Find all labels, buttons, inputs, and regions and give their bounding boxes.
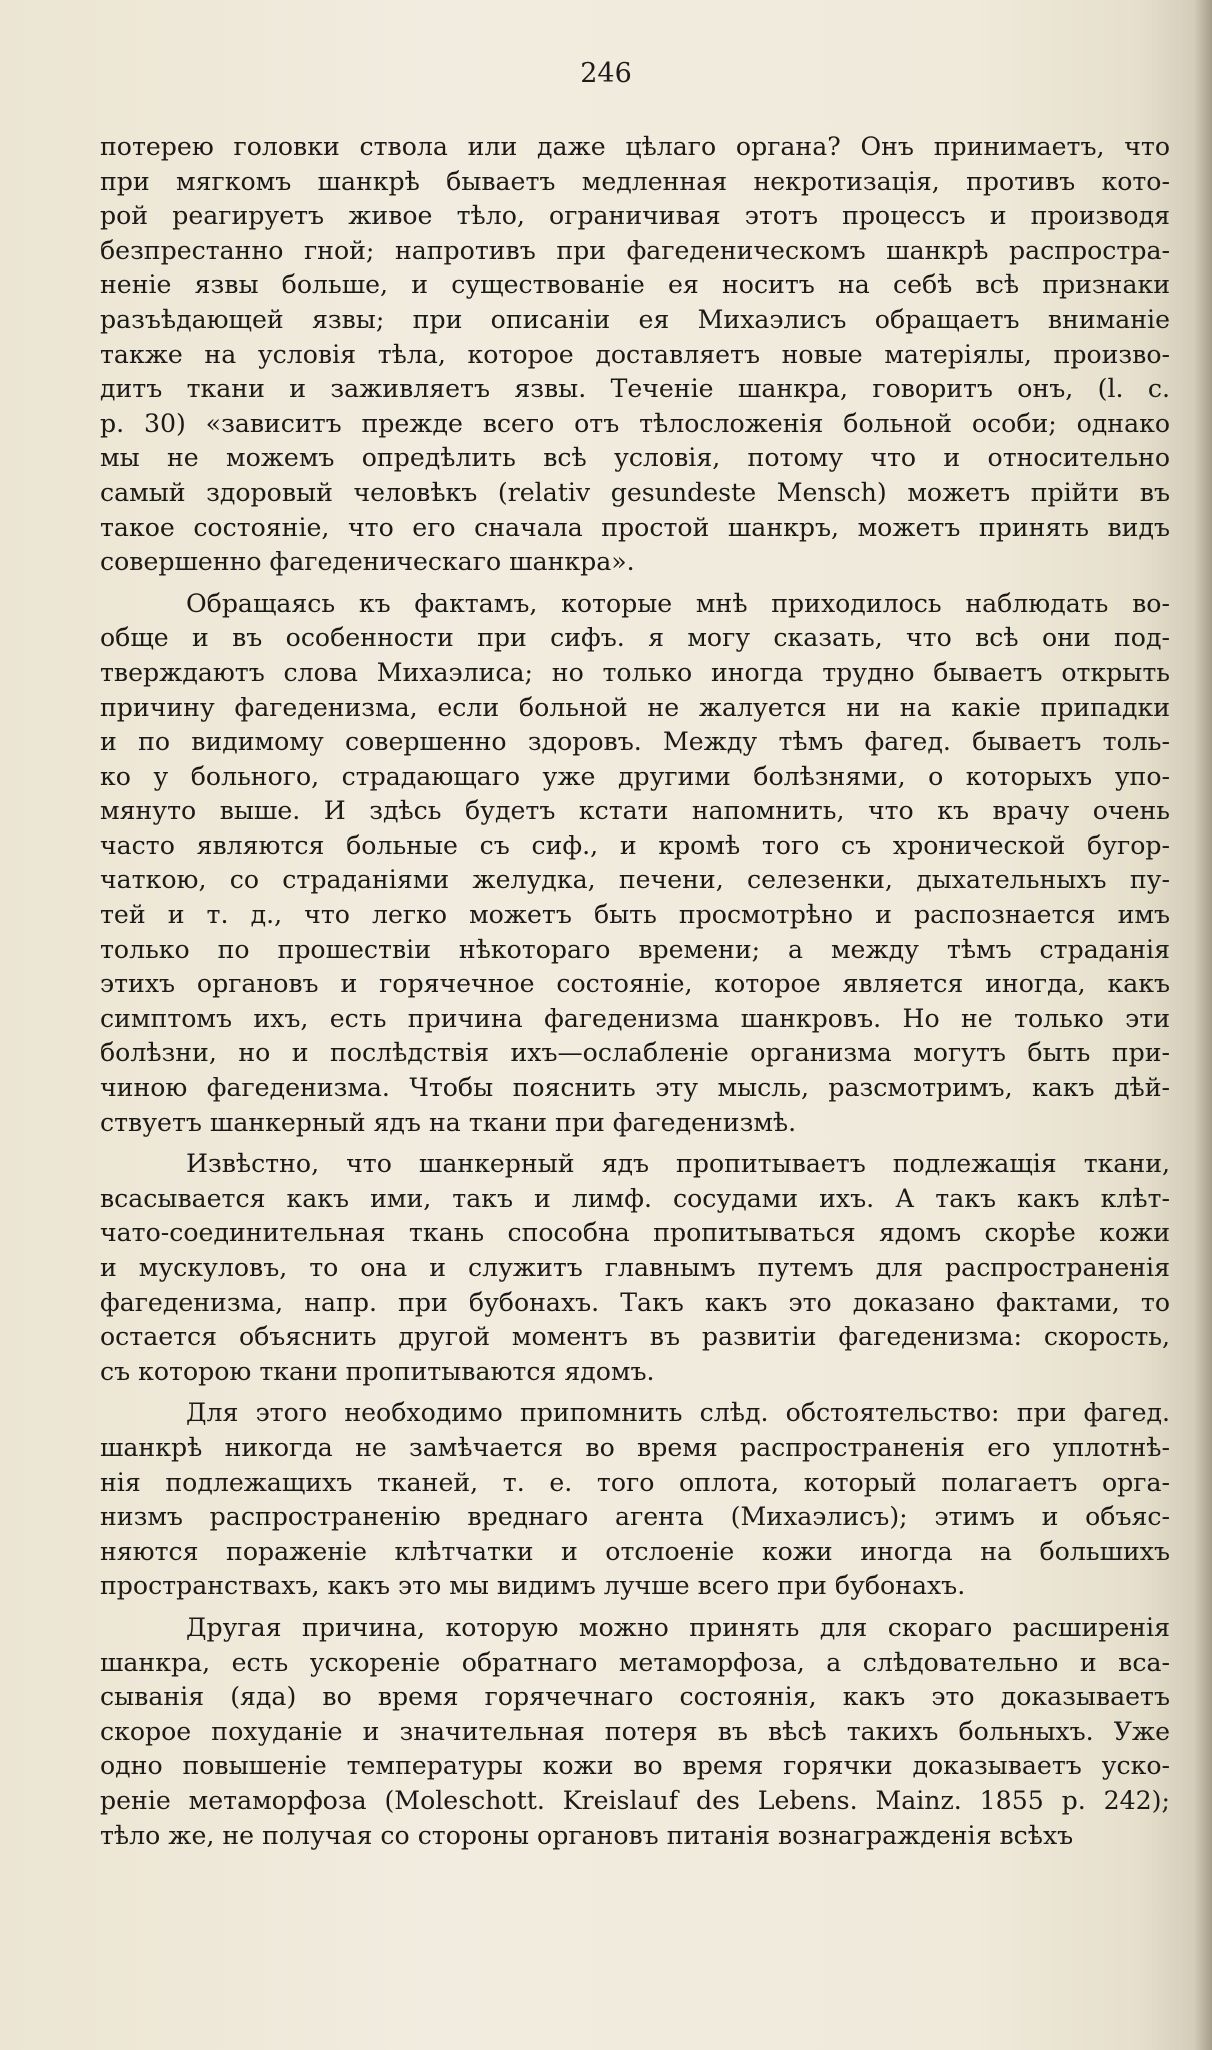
text-line: реніе метаморфоза (Moleschott. Kreislauf des Lebens. Mainz. 1855 p. 242); <box>100 1785 1170 1815</box>
text-line: и по видимому совершенно здоровъ. Между тѣмъ фагед. бываетъ толь- <box>100 727 1170 757</box>
body-text <box>100 130 1170 1853</box>
paragraph-gap <box>100 1389 1170 1396</box>
text-line: ко у больного, страдающаго уже другими болѣзнями, о которыхъ упо- <box>100 761 1170 791</box>
text-line: всасывается какъ ими, такъ и лимф. сосудами ихъ. А такъ какъ клѣт- <box>100 1183 1170 1213</box>
text-line: чаткою, со страданіями желудка, печени, селезенки, дыхательныхъ пу- <box>100 865 1170 895</box>
text-line: потерею головки ствола или даже цѣлаго органа? Онъ принимаетъ, что <box>100 132 1170 161</box>
text-line: только по прошествіи нѣкотораго времени; а между тѣмъ страданія <box>100 934 1170 964</box>
text-line: симптомъ ихъ, есть причина фагеденизма шанкровъ. Но не только эти <box>100 1003 1170 1033</box>
text-line: p. 30) «зависитъ прежде всего отъ тѣлосложенія больной особи; однако <box>100 408 1170 438</box>
text-line: низмъ распространенію вреднаго агента (Михаэлисъ); этимъ и объяс- <box>100 1502 1170 1532</box>
text-line: и мускуловъ, то она и служитъ главнымъ путемъ для распространенія <box>100 1253 1170 1282</box>
text-line: обще и въ особенности при сифъ. я могу сказать, что всѣ они под- <box>100 623 1170 653</box>
text-line: рой реагируетъ живое тѣло, ограничивая этотъ процессъ и производя <box>100 201 1170 231</box>
text-line: Обращаясь къ фактамъ, которые мнѣ приходилось наблюдать во- <box>186 588 1170 618</box>
text-line: ствуетъ шанкерный ядъ на ткани при фагеденизмѣ. <box>100 1107 797 1137</box>
text-line: шанкрѣ никогда не замѣчается во время распространенія его уплотнѣ- <box>100 1432 1170 1462</box>
text-line: съ которою ткани пропитываются ядомъ. <box>100 1356 655 1386</box>
text-line: нія подлежащихъ тканей, т. е. того оплота, который полагаетъ орга- <box>100 1467 1170 1497</box>
text-line: при мягкомъ шанкрѣ бываетъ медленная некротизація, противъ кото- <box>100 166 1170 196</box>
text-line: такое состояніе, что его сначала простой шанкръ, можетъ принять видъ <box>100 512 1170 542</box>
text-line: чиною фагеденизма. Чтобы пояснить эту мысль, разсмотримъ, какъ дѣй- <box>100 1073 1170 1103</box>
paragraph <box>100 587 1170 1141</box>
text-line: тѣло же, не получая со стороны органовъ питанія вознагражденія всѣхъ <box>100 1820 1074 1850</box>
text-line: Для этого необходимо припомнить слѣд. обстоятельство: при фагед. <box>186 1398 1170 1428</box>
paragraph-gap <box>100 1140 1170 1147</box>
text-line: совершенно фагеденическаго шанкра». <box>100 547 635 577</box>
text-line: безпрестанно гной; напротивъ при фагеденическомъ шанкрѣ распростра- <box>100 235 1170 265</box>
paragraph <box>100 1396 1170 1604</box>
text-line: болѣзни, но и послѣдствія ихъ—ослабленіе организма могутъ быть при- <box>100 1038 1170 1068</box>
text-line: дитъ ткани и заживляетъ язвы. Теченіе шанкра, говоритъ онъ, (l. c. <box>100 374 1170 404</box>
text-line: самый здоровый человѣкъ (relativ gesundeste Mensch) можетъ прійти въ <box>100 477 1170 507</box>
paragraph <box>100 130 1170 580</box>
text-line: няются пораженіе клѣтчатки и отслоеніе кожи иногда на большихъ <box>100 1536 1170 1566</box>
page-number: 246 <box>580 58 632 89</box>
text-line: тверждаютъ слова Михаэлиса; но только иногда трудно бываетъ открыть <box>100 657 1170 687</box>
text-line: часто являются больные съ сиф., и кромѣ того съ хронической бугор- <box>100 830 1170 860</box>
text-line: этихъ органовъ и горячечное состояніе, которое является иногда, какъ <box>100 969 1170 999</box>
paragraph <box>100 1147 1170 1389</box>
text-line: одно повышеніе температуры кожи во время горячки доказываетъ уско- <box>100 1751 1170 1781</box>
text-line: шанкра, есть ускореніе обратнаго метаморфоза, а слѣдовательно и вса- <box>100 1647 1170 1677</box>
paragraph-gap <box>100 1604 1170 1611</box>
text-line: пространствахъ, какъ это мы видимъ лучше всего при бубонахъ. <box>100 1571 966 1601</box>
text-line: фагеденизма, напр. при бубонахъ. Такъ какъ это доказано фактами, то <box>100 1287 1170 1317</box>
text-line: Извѣстно, что шанкерный ядъ пропитываетъ подлежащія ткани, <box>186 1149 1170 1179</box>
text-line: тей и т. д., что легко можетъ быть просмотрѣно и распознается имъ <box>100 900 1170 930</box>
text-line: остается объяснить другой моментъ въ развитіи фагеденизма: скорость, <box>100 1322 1170 1352</box>
paragraph <box>100 1611 1170 1853</box>
text-line: причину фагеденизма, если больной не жалуется ни на какіе припадки <box>100 692 1170 722</box>
text-line: мянуто выше. И здѣсь будетъ кстати напомнить, что къ врачу очень <box>100 796 1170 826</box>
text-line: разъѣдающей язвы; при описаніи ея Михаэлисъ обращаетъ вниманіе <box>100 304 1170 334</box>
text-line: мы не можемъ опредѣлить всѣ условія, потому что и относительно <box>100 443 1170 473</box>
text-line: чато-соединительная ткань способна пропитываться ядомъ скорѣе кожи <box>100 1218 1170 1248</box>
text-line: также на условія тѣла, которое доставляетъ новые матеріялы, произво- <box>100 339 1170 369</box>
text-line: Другая причина, которую можно принять для скораго расширенія <box>186 1612 1170 1642</box>
text-line: сыванія (яда) во время горячечнаго состоянія, какъ это доказываетъ <box>100 1682 1170 1712</box>
text-line: скорое похуданіе и значительная потеря въ вѣсѣ такихъ больныхъ. Уже <box>100 1716 1170 1746</box>
paragraph-gap <box>100 580 1170 587</box>
page-edge-shadow <box>1194 0 1212 2050</box>
text-line: неніе язвы больше, и существованіе ея носитъ на себѣ всѣ признаки <box>100 270 1170 300</box>
